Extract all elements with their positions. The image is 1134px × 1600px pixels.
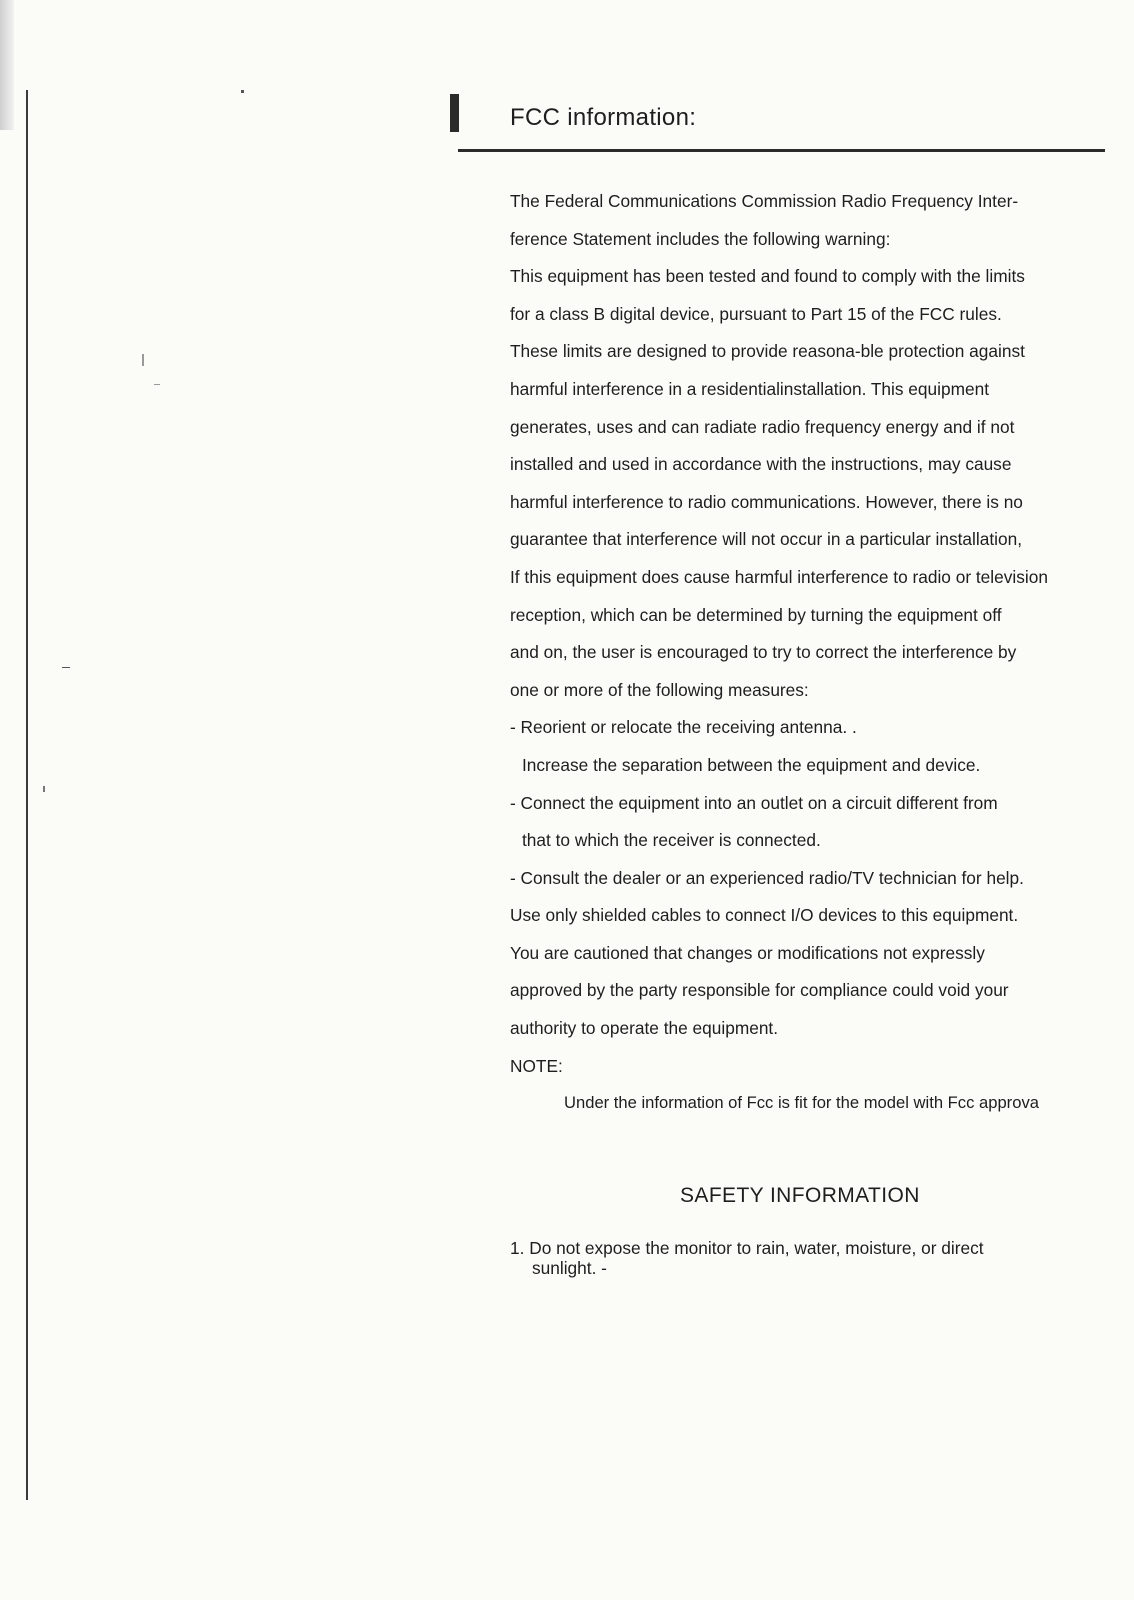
fcc-line: guarantee that interference will not occur in a particular installation, xyxy=(510,529,1022,550)
scan-speck xyxy=(241,90,244,93)
note-label: NOTE: xyxy=(510,1055,563,1076)
scan-speck xyxy=(43,786,45,792)
fcc-line: This equipment has been tested and found to comply with the limits xyxy=(510,266,1025,287)
fcc-line: and on, the user is encouraged to try to correct the interference by xyxy=(510,642,1017,663)
measure-item: - Reorient or relocate the receiving antenna. . xyxy=(510,717,857,738)
safety-heading: SAFETY INFORMATION xyxy=(680,1184,920,1207)
measure-item: Increase the separation between the equipment and device. xyxy=(522,754,981,775)
measure-item: - Connect the equipment into an outlet on a circuit different from xyxy=(510,792,998,813)
fcc-line: generates, uses and can radiate radio frequency energy and if not xyxy=(510,416,1015,437)
fcc-line: If this equipment does cause harmful interference to radio or television xyxy=(510,566,1048,587)
fcc-line: installed and used in accordance with the instructions, may cause xyxy=(510,454,1012,475)
fcc-line: You are cautioned that changes or modifications not expressly xyxy=(510,942,985,963)
safety-item-line: 1. Do not expose the monitor to rain, water, moisture, or direct xyxy=(510,1238,984,1258)
fcc-line: reception, which can be determined by turning the equipment off xyxy=(510,604,1002,625)
heading-marker xyxy=(450,94,459,132)
fcc-line: ference Statement includes the following warning: xyxy=(510,228,891,249)
fcc-line: Use only shielded cables to connect I/O devices to this equipment. xyxy=(510,905,1019,926)
fcc-line: approved by the party responsible for compliance could void your xyxy=(510,980,1009,1001)
fcc-line: These limits are designed to provide reasona-ble protection against xyxy=(510,341,1025,362)
page-binding-line xyxy=(26,90,28,1500)
title-rule xyxy=(458,149,1105,152)
fcc-line: harmful interference in a residentialinstallation. This equipment xyxy=(510,378,990,399)
note-text: Under the information of Fcc is fit for the model with Fcc approva xyxy=(564,1093,1039,1112)
scan-speck xyxy=(62,667,70,668)
fcc-line: for a class B digital device, pursuant to Part 15 of the FCC rules. xyxy=(510,303,1002,324)
page-title: FCC information: xyxy=(510,104,697,131)
safety-item-line: sunlight. - xyxy=(532,1258,607,1278)
safety-item-1 xyxy=(510,1238,1110,1278)
scan-speck xyxy=(142,354,144,366)
measure-item: - Consult the dealer or an experienced radio/TV technician for help. xyxy=(510,867,1024,888)
fcc-line: The Federal Communications Commission Radio Frequency Inter- xyxy=(510,191,1019,211)
measure-item-continued: that to which the receiver is connected. xyxy=(522,830,821,851)
fcc-line: one or more of the following measures: xyxy=(510,679,809,700)
fcc-statement-body xyxy=(510,183,1104,1085)
page-binding-edge xyxy=(0,0,14,130)
fcc-line: authority to operate the equipment. xyxy=(510,1018,779,1039)
scan-speck xyxy=(154,384,160,385)
fcc-line: harmful interference to radio communications. However, there is no xyxy=(510,491,1023,512)
